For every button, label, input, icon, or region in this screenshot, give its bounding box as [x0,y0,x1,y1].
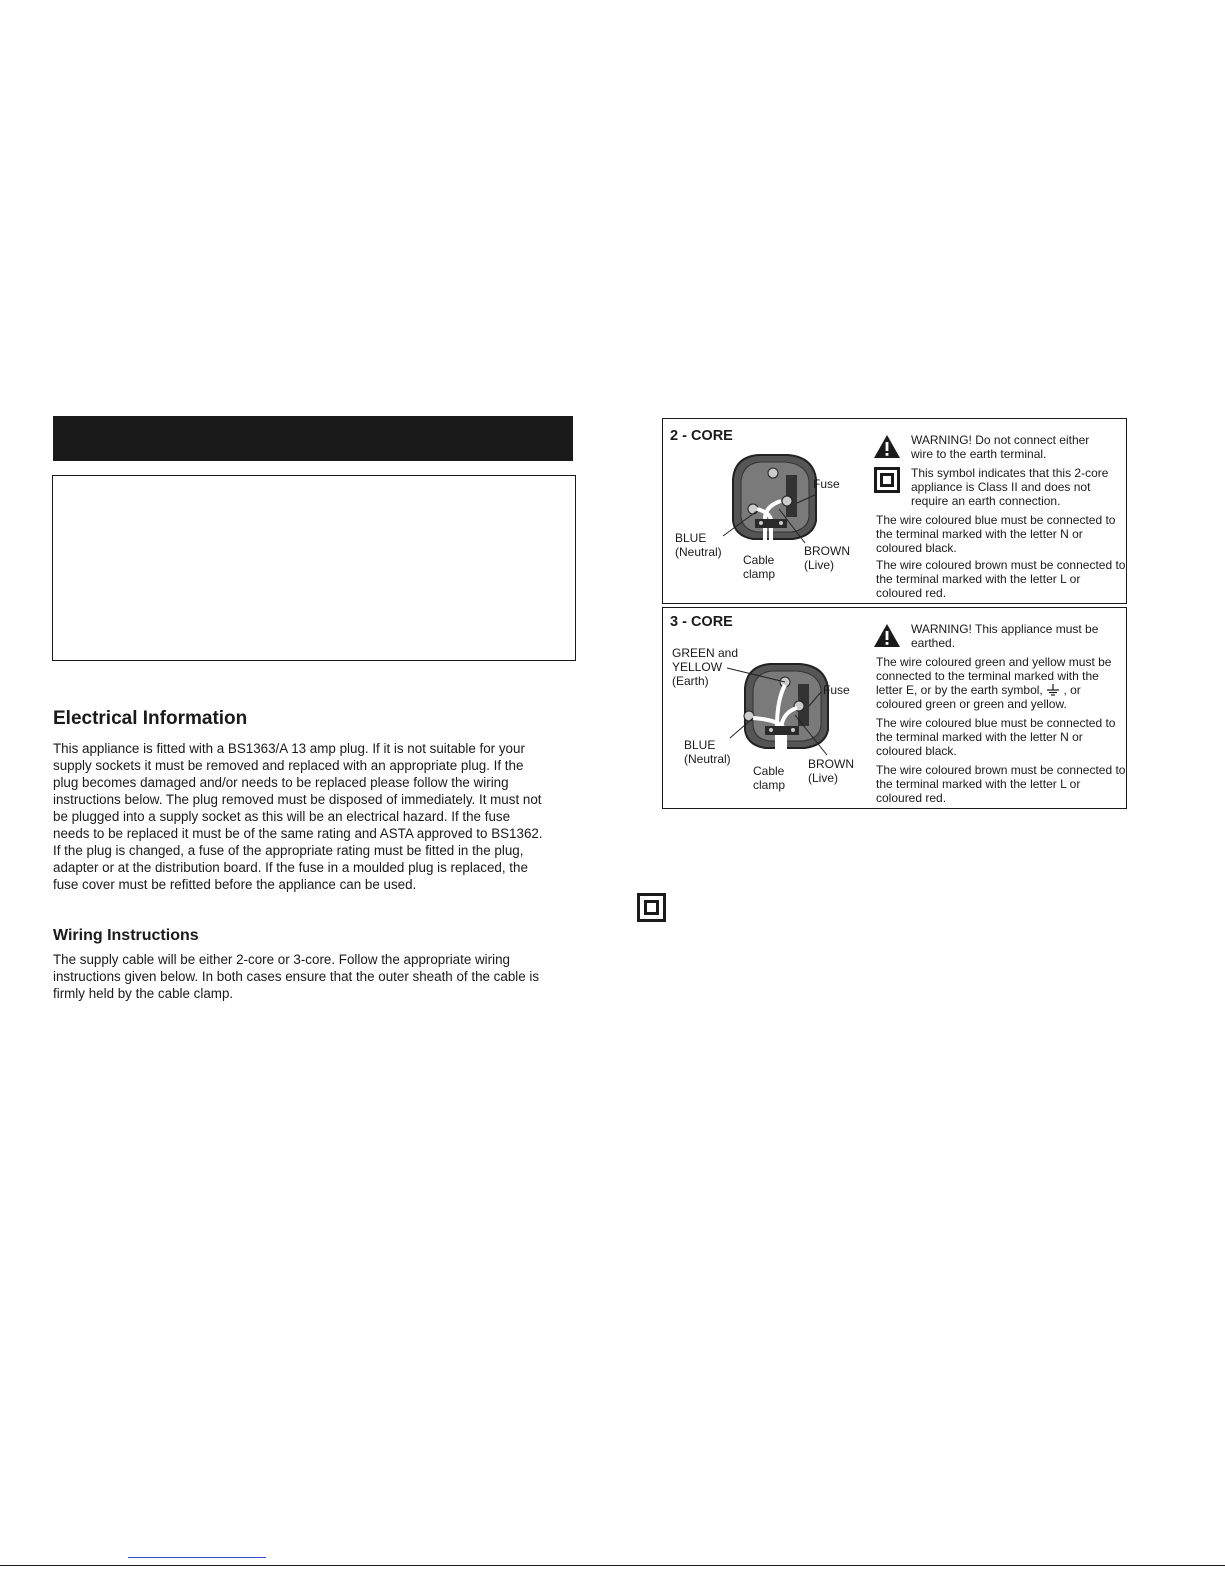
two-core-panel [662,418,1127,604]
cable-label: Cable [743,553,775,567]
three-core-blue-note: The wire coloured blue must be connected to the terminal marked with the letter N or coloured black. [876,716,1116,758]
green-note-end: , or coloured green or green and yellow. [876,683,1081,711]
yellow-label: YELLOW [672,660,723,674]
earth-label: (Earth) [672,674,709,688]
class-ii-double-square-icon [637,893,666,922]
electrical-information-heading: Electrical Information [53,708,248,729]
black-header-banner [53,416,573,461]
green-note-start: The wire coloured green and yellow must be connected to the terminal marked with the letter E, or by the earth symbol, [876,655,1112,697]
two-core-title: 2 - CORE [670,428,733,444]
brown-label: BROWN [808,757,854,771]
clamp-label: clamp [743,567,776,581]
fuse-label: Fuse [813,477,840,491]
underline-link-fragment [128,1557,266,1558]
warning-triangle-icon [873,623,901,648]
class-ii-note: This symbol indicates that this 2-core appliance is Class II and does not require an earth connection. [911,466,1109,508]
blank-panel [52,475,576,661]
brown-label: BROWN [804,544,850,558]
green-label: GREEN and [672,646,739,660]
plug-diagram-2core [713,451,863,546]
electrical-information-text: This appliance is fitted with a BS1363/A 13 amp plug. If it is not suitable for your supply sockets it must be removed and replaced with an appropriate plug. If the plug becomes damaged and/or needs to be replaced please follow the wiring instructions below. The plug removed must be disposed of immediately. It must not be plugged into a supply socket as this will be an electrical hazard. If the fuse needs to be replaced it must be of the same rating and ASTA approved to BS1362. If the plug is changed, a fuse of the appropriate rating must be fitted in the plug, adapter or at the distribution board. If the fuse in a moulded plug is replaced, the fuse cover must be refitted before the appliance can be used. [53,741,543,892]
neutral-label: (Neutral) [684,752,731,766]
wiring-instructions-heading: Wiring Instructions [53,927,199,944]
blue-label: BLUE [684,738,716,752]
neutral-label: (Neutral) [675,545,722,559]
plug-diagram-3core [725,660,875,755]
three-core-green-note [876,655,1128,711]
three-core-brown-note: The wire coloured brown must be connected to the terminal marked with the letter L or coloured red. [876,763,1126,805]
clamp-label: clamp [753,778,786,792]
three-core-panel [662,607,1127,809]
two-core-blue-note: The wire coloured blue must be connected to the terminal marked with the letter N or coloured black. [876,513,1116,555]
fuse-label: Fuse [823,683,850,697]
two-core-brown-note: The wire coloured brown must be connected to the terminal marked with the letter L or coloured red. [876,558,1126,600]
blue-label: BLUE [675,531,707,545]
three-core-warning: WARNING! This appliance must be earthed. [911,622,1099,650]
page-divider [0,1565,1225,1566]
wiring-instructions-text: The supply cable will be either 2-core or 3-core. Follow the appropriate wiring instructions given below. In both cases ensure that the outer sheath of the cable is firmly held by the cable clamp. [53,952,540,1001]
class-ii-double-square-icon [874,467,900,493]
three-core-title: 3 - CORE [670,614,733,630]
warning-triangle-icon [873,434,901,459]
two-core-warning: WARNING! Do not connect either wire to the earth terminal. [911,433,1090,461]
earth-symbol-icon [1046,684,1060,696]
live-label: (Live) [804,558,835,572]
cable-label: Cable [753,764,785,778]
live-label: (Live) [808,771,839,785]
